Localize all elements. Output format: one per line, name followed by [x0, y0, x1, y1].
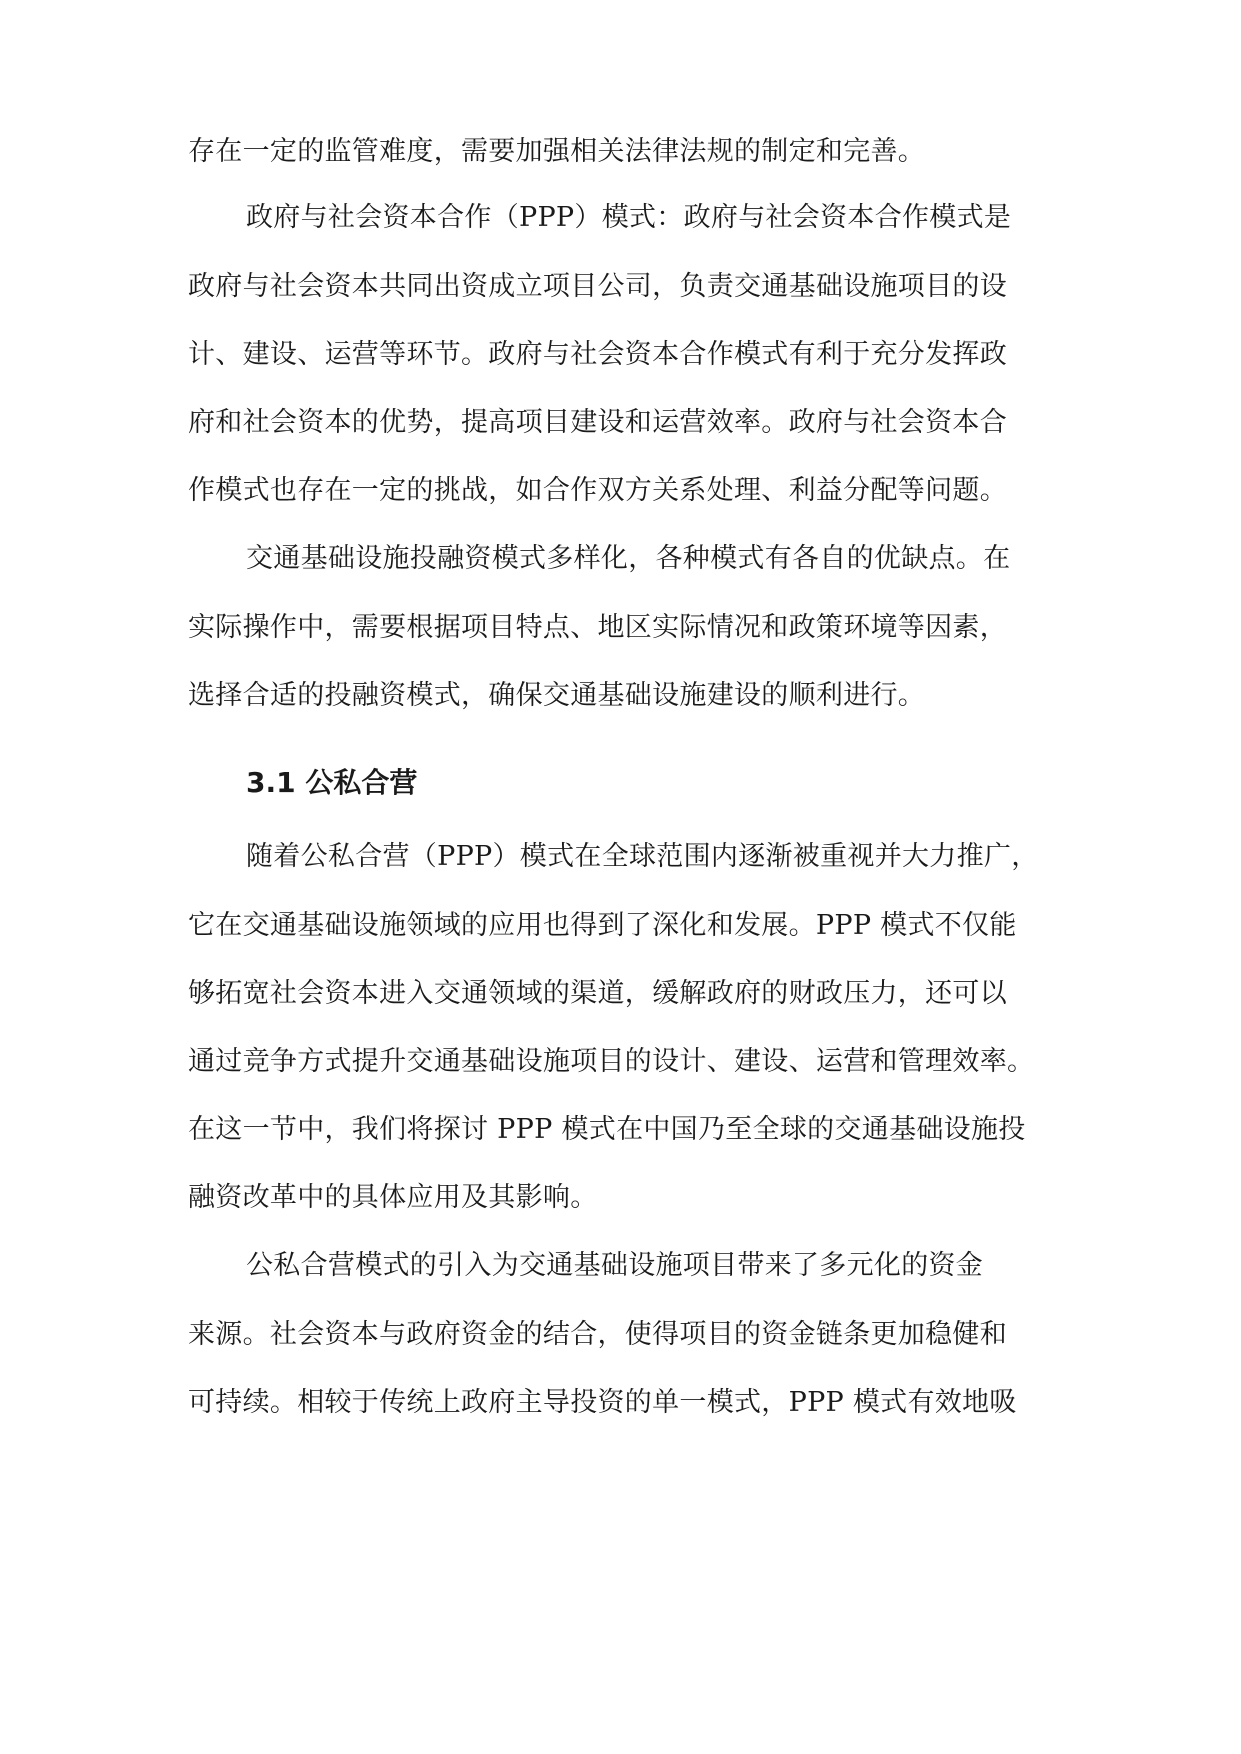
paragraph-line: 在这一节中，我们将探讨 PPP 模式在中国乃至全球的交通基础设施投	[188, 1114, 1026, 1145]
paragraph-line: 它在交通基础设施领域的应用也得到了深化和发展。PPP 模式不仅能	[188, 910, 1017, 941]
paragraph-line: 实际操作中，需要根据项目特点、地区实际情况和政策环境等因素，	[188, 612, 1007, 643]
paragraph-line: 通过竞争方式提升交通基础设施项目的设计、建设、运营和管理效率。	[188, 1046, 1035, 1077]
paragraph-line: 够拓宽社会资本进入交通领域的渠道，缓解政府的财政压力，还可以	[188, 978, 1007, 1009]
paragraph-line: 计、建设、运营等环节。政府与社会资本合作模式有利于充分发挥政	[188, 339, 1007, 370]
paragraph-line: 存在一定的监管难度，需要加强相关法律法规的制定和完善。	[188, 136, 926, 167]
paragraph-line: 可持续。相较于传统上政府主导投资的单一模式，PPP 模式有效地吸	[188, 1387, 1017, 1418]
paragraph-line: 政府与社会资本共同出资成立项目公司，负责交通基础设施项目的设	[188, 271, 1007, 302]
paragraph-line: 交通基础设施投融资模式多样化，各种模式有各自的优缺点。在	[246, 543, 1011, 574]
section-heading: 3.1 公私合营	[246, 766, 418, 799]
paragraph-line: 融资改革中的具体应用及其影响。	[188, 1182, 598, 1213]
paragraph-line: 府和社会资本的优势，提高项目建设和运营效率。政府与社会资本合	[188, 407, 1007, 438]
paragraph-line: 随着公私合营（PPP）模式在全球范围内逐渐被重视并大力推广，	[246, 841, 1039, 872]
paragraph-line: 公私合营模式的引入为交通基础设施项目带来了多元化的资金	[246, 1250, 984, 1281]
paragraph-line: 来源。社会资本与政府资金的结合，使得项目的资金链条更加稳健和	[188, 1319, 1007, 1350]
paragraph-line: 选择合适的投融资模式，确保交通基础设施建设的顺利进行。	[188, 680, 926, 711]
paragraph-line: 作模式也存在一定的挑战，如合作双方关系处理、利益分配等问题。	[188, 475, 1007, 506]
paragraph-line: 政府与社会资本合作（PPP）模式：政府与社会资本合作模式是	[246, 202, 1012, 233]
